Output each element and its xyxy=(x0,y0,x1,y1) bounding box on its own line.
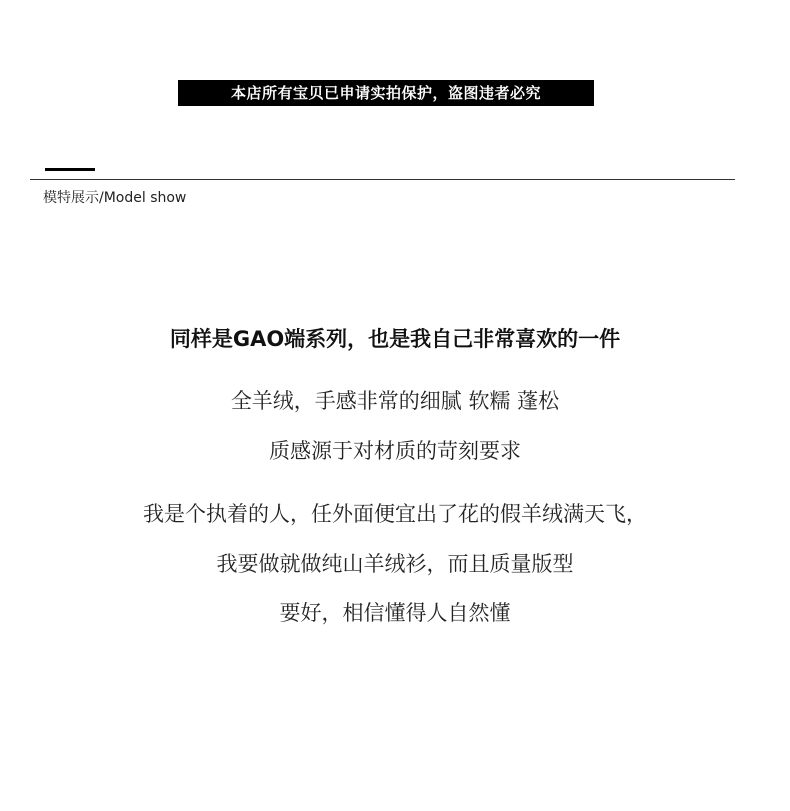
description-line: 我要做就做纯山羊绒衫，而且质量版型 xyxy=(216,552,574,576)
description-line: 我是个执着的人，任外面便宜出了花的假羊绒满天飞， xyxy=(143,502,647,526)
description-line: 全羊绒，手感非常的细腻 软糯 蓬松 xyxy=(230,389,560,413)
product-headline: 同样是GAO端系列，也是我自己非常喜欢的一件 xyxy=(169,327,621,351)
section-divider xyxy=(30,179,735,180)
description-line: 要好，相信懂得人自然懂 xyxy=(279,601,511,625)
section-accent-bar xyxy=(45,168,95,171)
section-title: 模特展示/Model show xyxy=(43,190,187,206)
description-line: 质感源于对材质的苛刻要求 xyxy=(269,439,521,463)
copyright-notice-banner: 本店所有宝贝已申请实拍保护，盗图违者必究 xyxy=(178,80,594,106)
